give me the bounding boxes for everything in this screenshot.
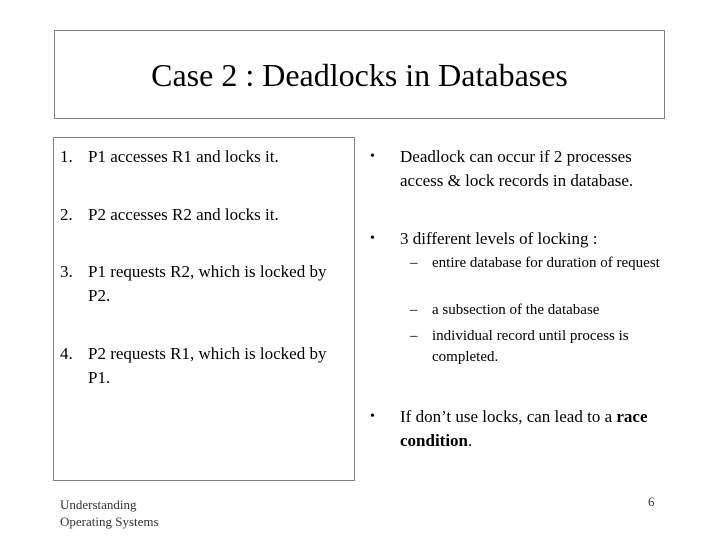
steps-box: [53, 137, 355, 481]
bullet-text: [370, 405, 670, 453]
step-text: P2 requests R1, which is locked by P1.: [88, 344, 327, 387]
bullet-text-start: If don’t use locks, can lead to a: [400, 407, 613, 426]
bullet-text: 3 different levels of locking :: [400, 229, 598, 248]
bullet-text: Deadlock can occur if 2 processes access & lock records in database.: [400, 147, 634, 190]
title-box: [54, 30, 665, 119]
bullet-dot-icon: •: [370, 149, 375, 164]
footer-line-1: Understanding: [60, 497, 137, 512]
step-text: P2 accesses R2 and locks it.: [88, 205, 279, 224]
footer-line-2: Operating Systems: [60, 514, 159, 529]
page-number: 6: [648, 494, 655, 509]
sub-item-text: a subsection of the database: [432, 302, 600, 318]
step-number: 4.: [60, 344, 73, 363]
step-text: P1 accesses R1 and locks it.: [88, 147, 279, 166]
bullet-item: [370, 145, 670, 193]
step-text: P1 requests R2, which is locked by P2.: [88, 262, 327, 305]
step-item: [60, 342, 346, 390]
step-item: [60, 260, 346, 308]
step-item: [60, 145, 346, 169]
bullet-text-end: .: [468, 431, 473, 450]
sub-item: [410, 326, 672, 368]
step-number: 3.: [60, 262, 73, 281]
slide-title: Case 2 : Deadlocks in Databases: [151, 56, 568, 93]
sub-item: [410, 253, 672, 274]
bullet-item: [370, 227, 670, 251]
dash-icon: –: [410, 302, 418, 318]
bullet-dot-icon: •: [370, 231, 375, 246]
sub-item: [410, 300, 672, 321]
race-condition-term: race condition: [400, 407, 648, 450]
sub-item-text: entire database for duration of request: [432, 255, 660, 271]
bullet-item: [370, 405, 670, 453]
step-number: 1.: [60, 147, 73, 166]
footer-course: [60, 496, 159, 530]
dash-icon: –: [410, 328, 418, 344]
sub-item-text: individual record until process is completed.: [432, 328, 629, 365]
step-number: 2.: [60, 205, 73, 224]
step-item: [60, 203, 346, 227]
bullet-dot-icon: •: [370, 409, 375, 424]
dash-icon: –: [410, 255, 418, 271]
